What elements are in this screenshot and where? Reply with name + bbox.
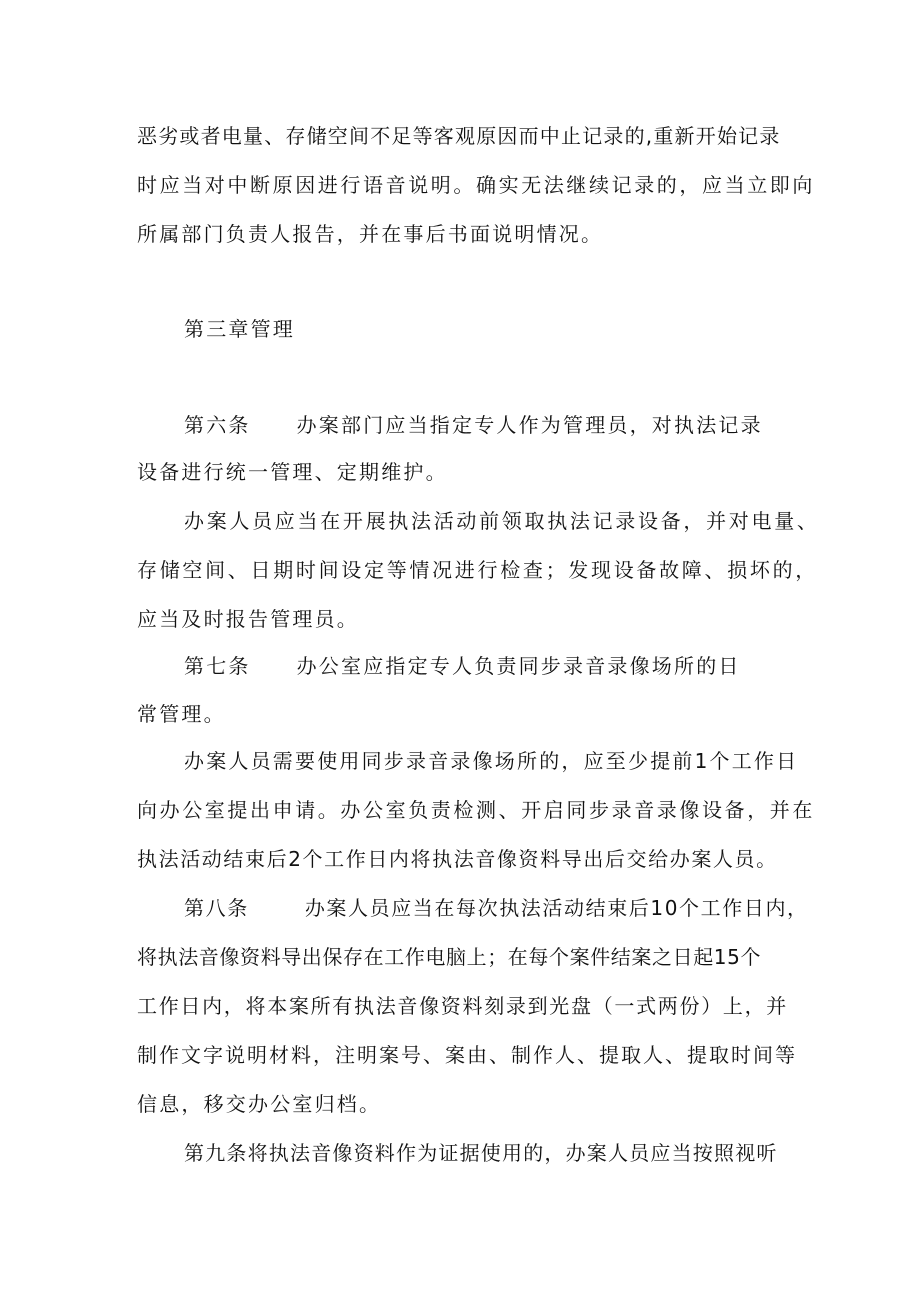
article-6-line xyxy=(184,413,763,439)
article-number: 第八条 xyxy=(184,896,249,920)
paragraph-line: 向办公室提出申请。办公室负责检测、开启同步录音录像设备，并在 xyxy=(137,798,815,822)
paragraph-line: 将执法音像资料导出保存在工作电脑上；在每个案件结案之日起15个 xyxy=(137,945,762,969)
paragraph-line: 办案人员需要使用同步录音录像场所的，应至少提前1个工作日 xyxy=(184,749,799,773)
article-text: 办案人员应当在每次执法活动结束后10个工作日内， xyxy=(304,896,809,920)
article-number: 第六条 xyxy=(184,413,251,437)
article-8-line xyxy=(184,896,809,922)
paragraph-line: 存储空间、日期时间设定等情况进行检查；发现设备故障、损坏的， xyxy=(137,558,818,582)
article-text: 办公室应指定专人负责同步录音录像场所的日 xyxy=(296,654,741,678)
chapter-heading: 第三章管理 xyxy=(184,317,295,341)
paragraph-line: 时应当对中断原因进行语音说明。确实无法继续记录的，应当立即向 xyxy=(137,173,815,197)
paragraph-line: 办案人员应当在开展执法活动前领取执法记录设备，并对电量、 xyxy=(184,509,820,533)
paragraph-line: 信息，移交办公室归档。 xyxy=(137,1092,382,1116)
paragraph-line: 设备进行统一管理、定期维护。 xyxy=(137,460,448,484)
paragraph-line: 制作文字说明材料，注明案号、案由、制作人、提取人、提取时间等 xyxy=(137,1043,797,1067)
article-7-line xyxy=(184,654,741,680)
paragraph-line: 所属部门负责人报告，并在事后书面说明情况。 xyxy=(137,222,604,246)
paragraph-line: 常管理。 xyxy=(137,702,226,726)
paragraph-line: 恶劣或者电量、存储空间不足等客观原因而中止记录的,重新开始记录 xyxy=(137,124,781,148)
article-text: 办案部门应当指定专人作为管理员，对执法记录 xyxy=(296,413,763,437)
article-number: 第七条 xyxy=(184,654,251,678)
paragraph-line: 应当及时报告管理员。 xyxy=(137,607,359,631)
paragraph-line: 工作日内，将本案所有执法音像资料刻录到光盘（一式两份）上，并 xyxy=(137,994,788,1018)
article-9-line: 第九条将执法音像资料作为证据使用的，办案人员应当按照视听 xyxy=(184,1141,778,1165)
paragraph-line: 执法活动结束后2个工作日内将执法音像资料导出后交给办案人员。 xyxy=(137,847,778,871)
